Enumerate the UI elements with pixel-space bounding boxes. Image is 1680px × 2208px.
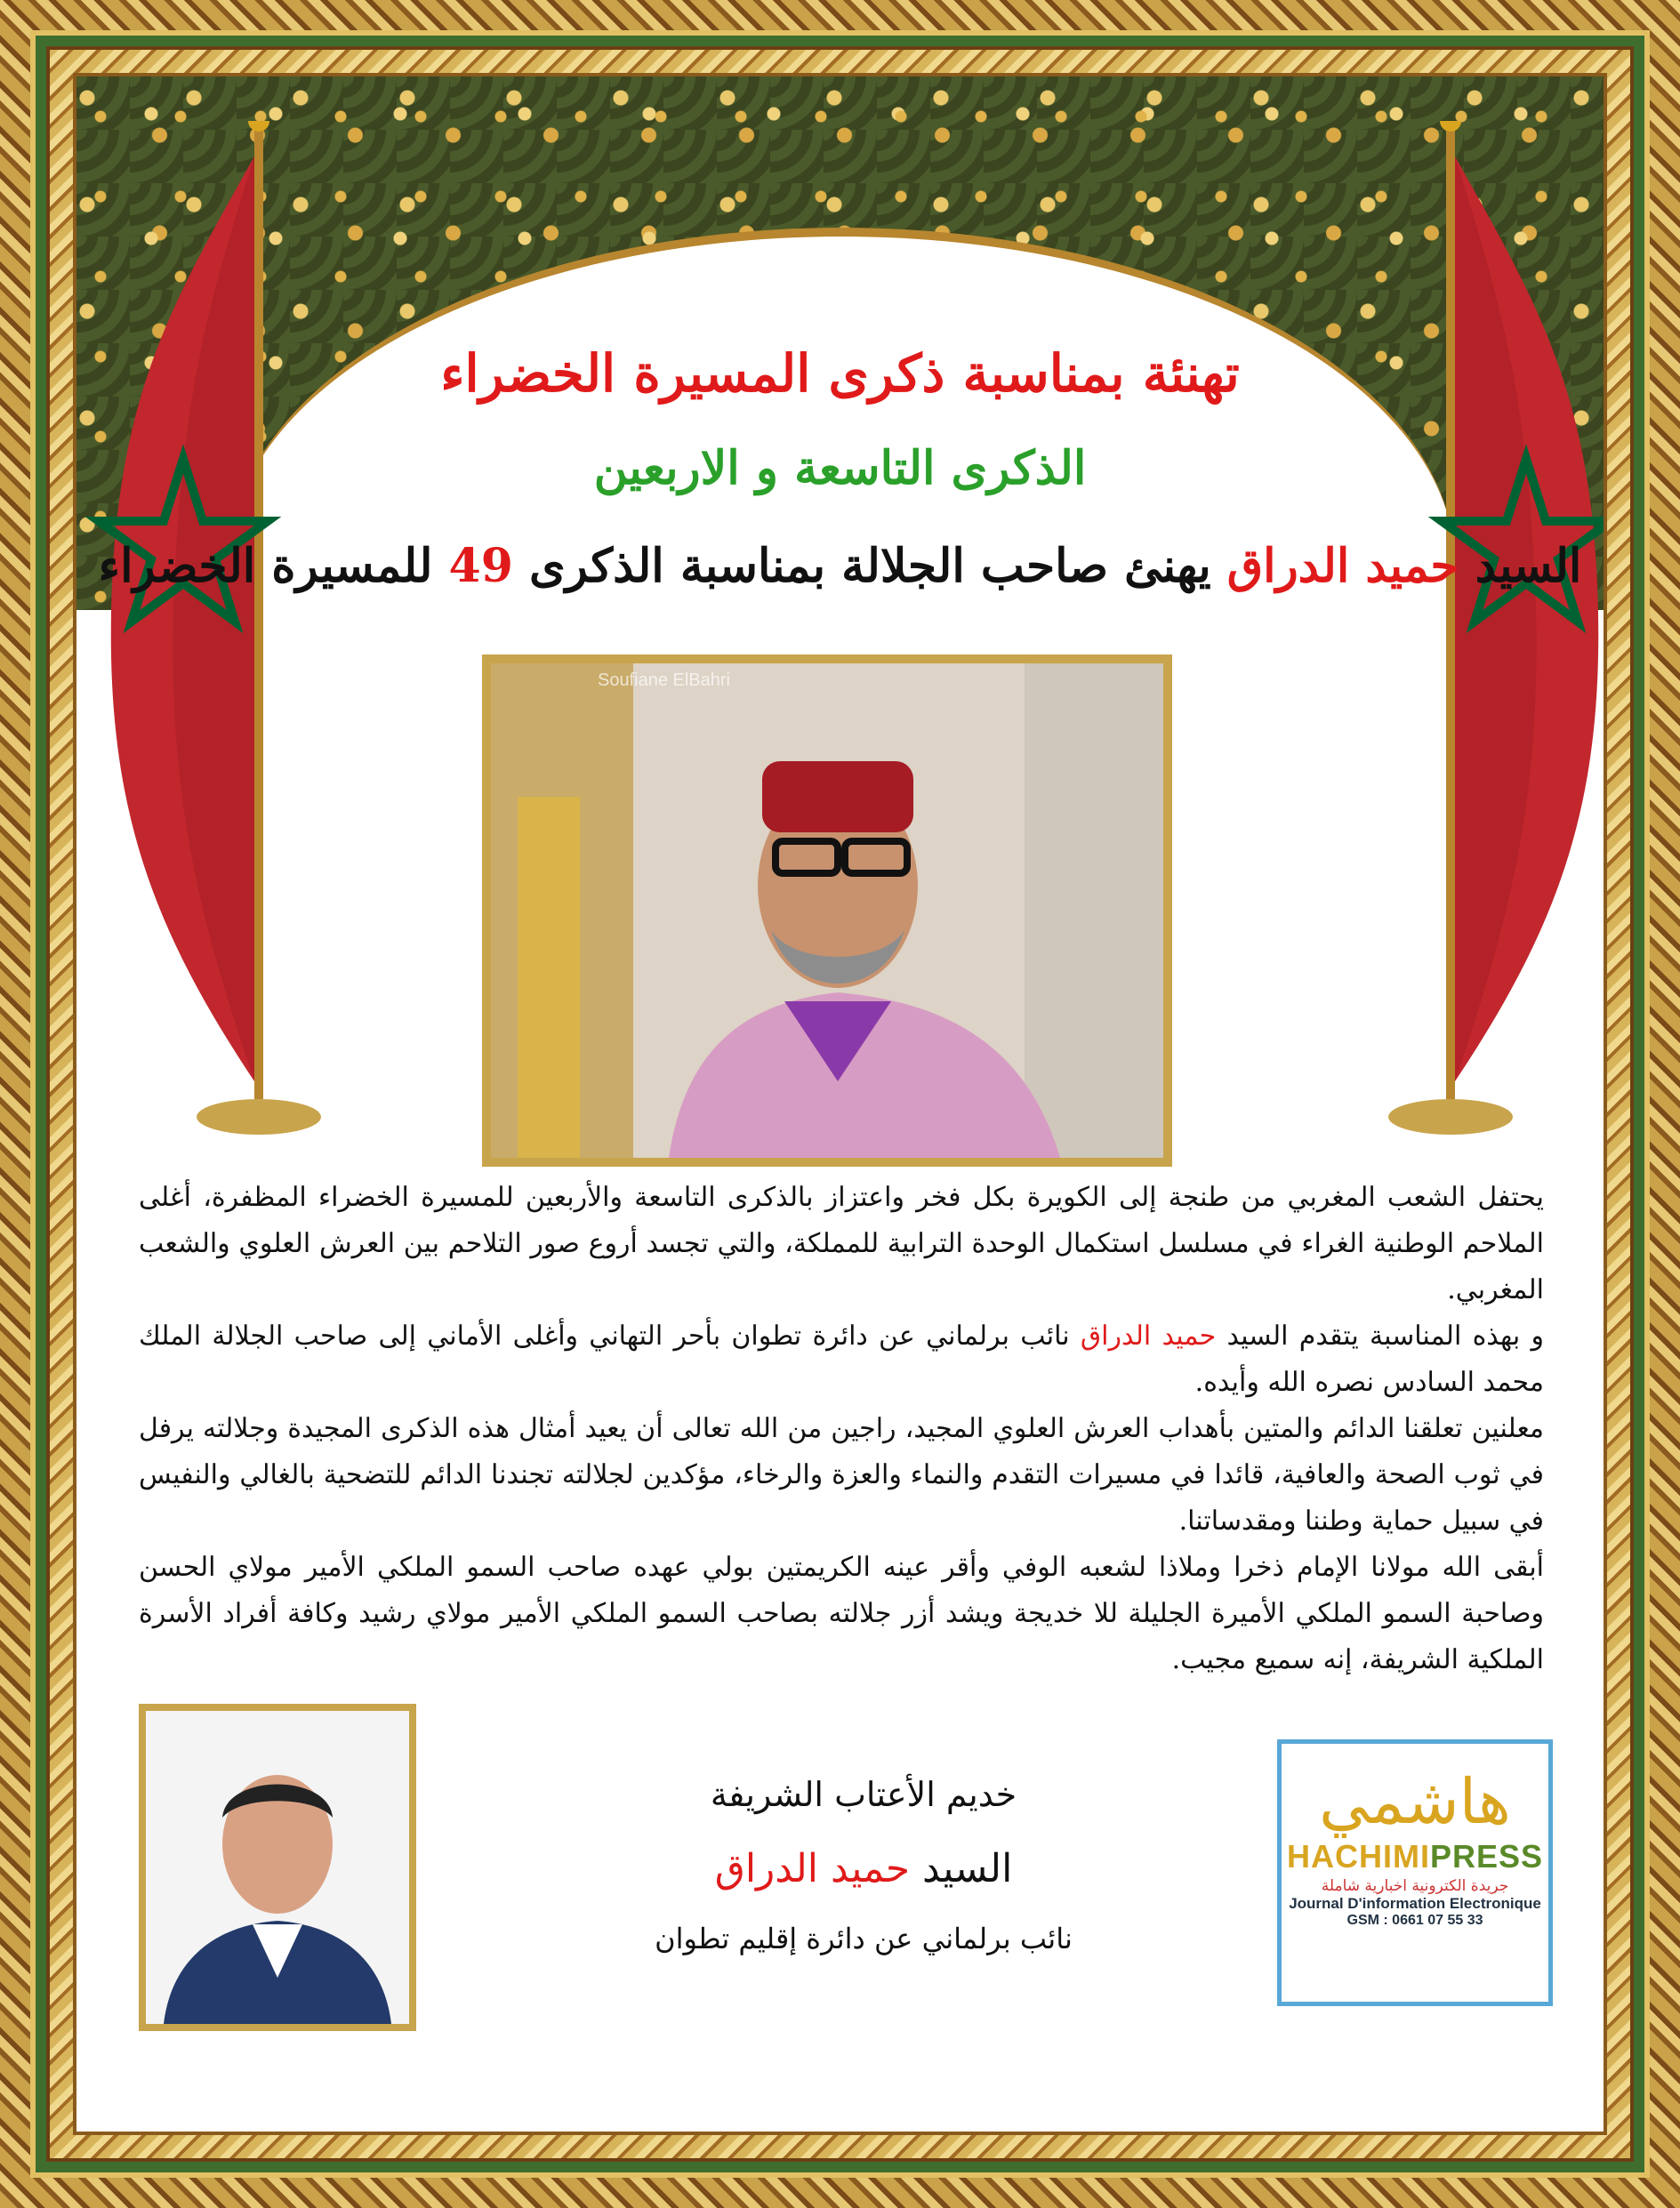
logo-tagline-arabic: جريدة الكترونية اخبارية شاملة [1321,1877,1509,1895]
headline-anniversary: الذكرى التاسعة و الاربعين [593,441,1087,495]
message-paragraph-3: معلنين تعلقنا الدائم والمتين بأهداب العرش العلوي المجيد، راجين من الله تعالى أن يعيد أمثال هذه الذكرى المجيدة وجلالته يرفل في ثوب الصحة والعافية، قائدا في مسيرات التقدم والنماء والعزة والرخاء، مؤكدين لجلالته تجندنا الدائم للتضحية بالغالي والنفيس في سبيل حماية وطننا ومقدساتنا. [139,1413,1544,1537]
portrait-watermark: Soufiane ElBahri [598,670,730,690]
message-paragraph-4: أبقى الله مولانا الإمام ذخرا وملاذا لشعبه الوفي وأقر عينه الكريمتين بولي عهده صاحب السمو الملكي الأمير مولاي الحسن وصاحبة السمو الملكي الأميرة الجليلة للا خديجة ويشد أزر جلالته بصاحب السمو الملكي الأمير مولاي رشيد وكافة أفراد الأسرة الملكية الشريفة، إنه سميع مجيب. [139,1552,1544,1675]
message-paragraph-2-pre: و بهذه المناسبة يتقدم السيد [1226,1321,1544,1352]
hachimi-press-logo [1277,1739,1553,2006]
poster-panel [73,73,1607,2135]
logo-tagline-french: Journal D'information Electronique [1289,1895,1541,1912]
headline-dedication-post: للمسيرة الخضراء [98,539,433,593]
signature-role: نائب برلماني عن دائرة إقليم تطوان [655,1922,1073,1955]
logo-phone: GSM : 0661 07 55 33 [1346,1913,1483,1928]
signature-title: خديم الأعتاب الشريفة [710,1775,1017,1814]
headline-dedication-name: حميد الدراق [1226,539,1459,593]
headline-congratulation: تهنئة بمناسبة ذكرى المسيرة الخضراء [440,343,1240,404]
moroccan-flag-left [73,121,334,1170]
portrait-illustration [491,663,1163,1158]
message-paragraph-2 [139,1313,1544,1406]
moroccan-flag-right [1366,121,1607,1170]
message-body [139,1175,1544,1683]
headline-dedication-mid: يهنئ صاحب الجلالة بمناسبة الذكرى [529,539,1211,593]
headline-dedication [76,539,1604,593]
logo-wordmark-a: HACHIMI [1286,1838,1430,1875]
logo-wordmark-b: PRESS [1429,1838,1544,1875]
message-paragraph-1: يحتفل الشعب المغربي من طنجة إلى الكويرة بكل فخر واعتزاز بالذكرى التاسعة والأربعين للمسيرة الخضراء المظفرة، أغلى الملاحم الوطنية الغراء في مسلسل استكمال الوحدة الترابية للمملكة، والتي تجسد أروع صور التلاحم بين العرش العلوي والشعب المغربي. [139,1182,1544,1305]
sender-photo [139,1704,416,2031]
signature-name-pre: السيد [922,1846,1013,1891]
message-paragraph-2-post: نائب برلماني عن دائرة تطوان بأحر التهاني وأغلى الأماني إلى صاحب الجلالة الملك محمد السادس نصره الله وأيده. [139,1321,1544,1398]
logo-arabic-mark: هاشمي [1319,1765,1511,1838]
logo-wordmark [1282,1838,1548,1875]
signature-name-red: حميد الدراق [714,1846,911,1891]
headline-dedication-pre: السيد [1475,539,1582,593]
headline-dedication-number: 49 [448,539,513,593]
sender-photo-illustration [146,1711,409,2024]
message-paragraph-2-name: حميد الدراق [1080,1321,1217,1352]
signature-name [575,1846,1153,1891]
king-portrait [482,654,1172,1167]
